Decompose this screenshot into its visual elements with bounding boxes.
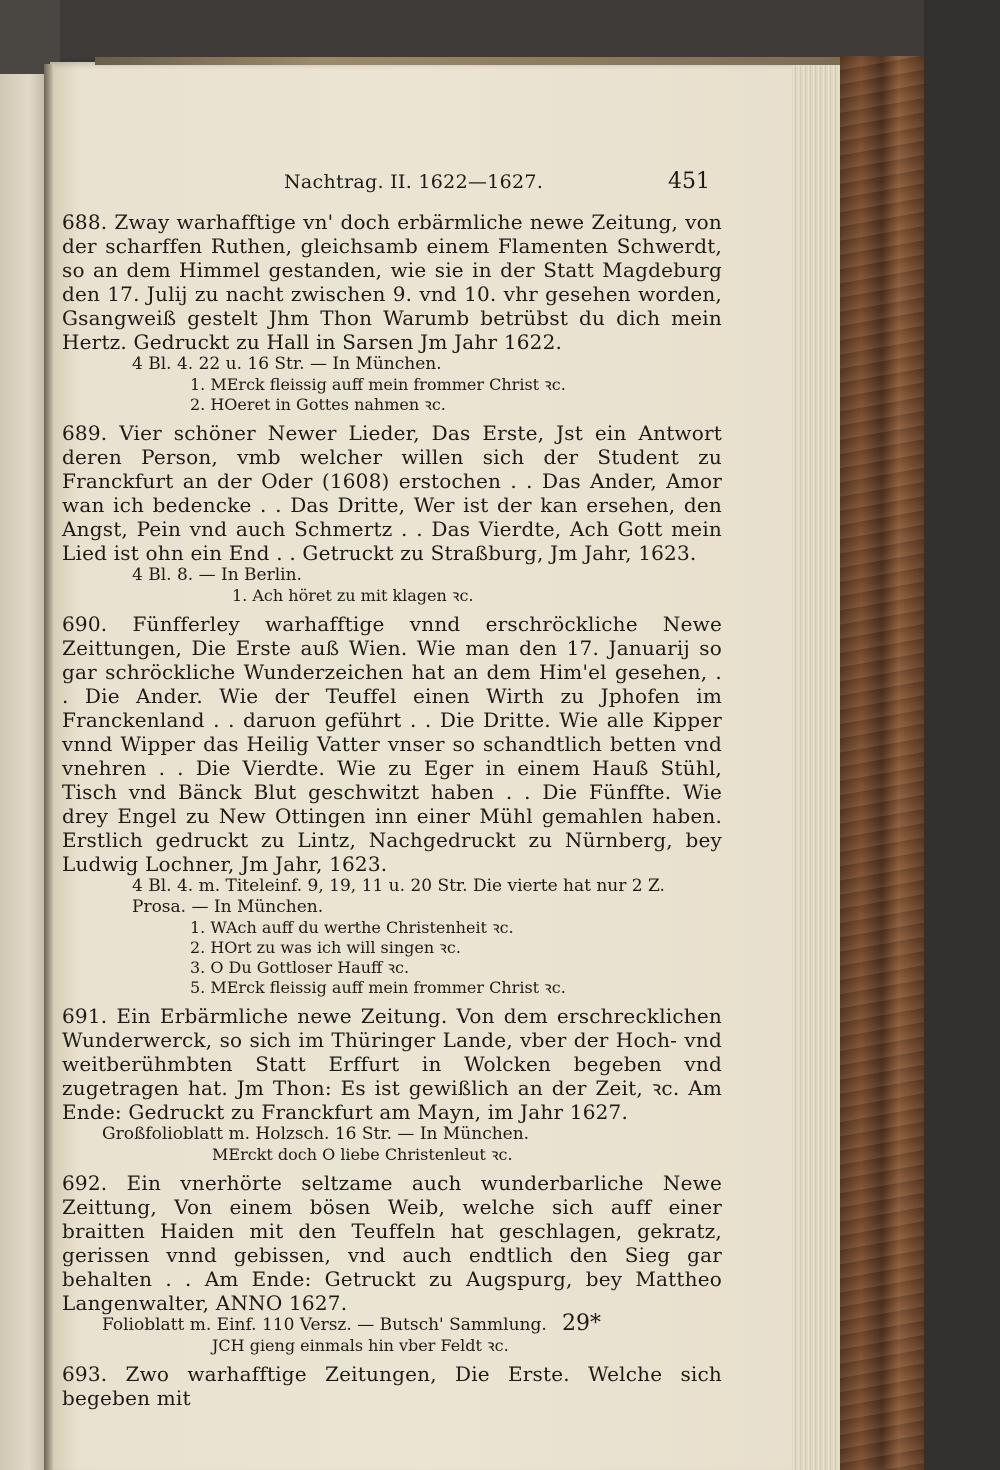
entry-meta: Großfolioblatt m. Holzsch. 16 Str. — In München.: [102, 1124, 530, 1144]
signature-mark: 29*: [562, 1311, 601, 1336]
entry-meta: 4 Bl. 4. m. Titeleinf. 9, 19, 11 u. 20 Str. Die vierte hat nur 2 Z. Prosa. — In München.: [132, 876, 665, 917]
incipit-line: 2. HOeret in Gottes nahmen ꝛc.: [190, 395, 446, 414]
incipit-line: 1. MErck fleissig auff mein frommer Christ ꝛc.: [190, 375, 566, 394]
entry-body: Fünfferley warhafftige vnnd erschröckliche Newe Zeittungen, Die Erste auß Wien. Wie man den 17. Januarij so gar schröckliche Wunderzeichen hat an dem Him'el gesehen, . . Die Ander. Wie der Teuffel einen Wirth zu Jphofen im Franckenland . . daruon geführt . . Die Dritte. Wie alle Kipper vnnd Wipper das Heilig Vatter vnser so schandtlich betten vnd vnehren . . Die Vierdte. Wie zu Eger in einem Hauß Stühl, Tisch vnd Bänck Blut geschwitzt haben . . Die Fünffte. Wie drey Engel zu New Ottingen inn einer Mühl gemahlen haben. Erstlich gedruckt zu Lintz, Nachgedruckt zu Nürnberg, bey Ludwig Lochner, Jm Jahr, 1623.: [62, 612, 723, 876]
entry-689: [62, 421, 722, 606]
incipit-line: JCH gieng einmals hin vber Feldt ꝛc.: [212, 1336, 509, 1355]
entry-text: [62, 210, 722, 354]
entry-meta: Folioblatt m. Einf. 110 Versz. — Butsch' Sammlung.: [102, 1315, 547, 1335]
entry-number: 689.: [62, 421, 108, 445]
entry-text: [62, 421, 722, 565]
entry-number: 693.: [62, 1362, 108, 1386]
entry-692: [62, 1171, 722, 1356]
entry-meta: 4 Bl. 8. — In Berlin.: [132, 565, 302, 585]
page-stack-edges: [792, 62, 842, 1470]
entry-text: [62, 612, 722, 876]
incipit-line: MErckt doch O liebe Christenleut ꝛc.: [212, 1145, 513, 1164]
page-top-strip: [95, 57, 840, 65]
entry-body: Zwo warhafftige Zeitungen, Die Erste. Welche sich begeben mit: [62, 1362, 722, 1410]
page-number: 451: [668, 169, 710, 194]
incipit-line: 3. O Du Gottloser Hauff ꝛc.: [190, 958, 410, 977]
entry-text: [62, 1171, 722, 1315]
entry-691: [62, 1004, 722, 1165]
entry-number: 691.: [62, 1004, 108, 1028]
incipit-line: 2. HOrt zu was ich will singen ꝛc.: [190, 938, 461, 957]
entry-body: Vier schöner Newer Lieder, Das Erste, Jst ein Antwort deren Person, vmb welcher willen sich der Student zu Franckfurt an der Oder (1608) erstochen . . Das Ander, Amor wan ich bedencke . . Das Dritte, Wer ist der kan ersehen, den Angst, Pein vnd auch Schmertz . . Das Vierdte, Ach Gott mein Lied ist ohn ein End . . Getruckt zu Straßburg, Jm Jahr, 1623.: [62, 421, 722, 565]
entry-body: Zway warhafftige vn' doch erbärmliche newe Zeitung, von der scharffen Ruthen, gleichsamb einem Flamenten Schwerdt, so an dem Himmel gestanden, wie sie in der Statt Magdeburg den 17. Julij zu nacht zwischen 9. vnd 10. vhr gesehen worden, Gsangweiß gestelt Jhm Thon Warumb betrübst du dich mein Hertz. Gedruckt zu Hall in Sarsen Jm Jahr 1622.: [62, 210, 722, 354]
entry-690: [62, 612, 722, 998]
entry-text: [62, 1362, 722, 1410]
entry-693: [62, 1362, 722, 1410]
entry-number: 690.: [62, 612, 108, 636]
previous-page-edge: [0, 74, 48, 1470]
incipit-line: 1. WAch auff du werthe Christenheit ꝛc.: [190, 918, 514, 937]
entry-body: Ein vnerhörte seltzame auch wunderbarliche Newe Zeittung, Von einem bösen Weib, welche sich auff einer braitten Haiden mit den Teuffeln hat geschlagen, gekratz, gerissen vnnd gebissen, vnd auch endtlich den Sieg gar behalten . . Am Ende: Getruckt zu Augspurg, bey Mattheo Langenwalter, ANNO 1627.: [62, 1171, 722, 1315]
entry-number: 692.: [62, 1171, 108, 1195]
book-cover-texture: [840, 56, 924, 1470]
incipit-line: 5. MErck fleissig auff mein frommer Christ ꝛc.: [190, 978, 566, 997]
entry-meta: 4 Bl. 4. 22 u. 16 Str. — In München.: [132, 354, 442, 374]
entry-688: [62, 210, 722, 415]
background-top: [0, 0, 1000, 58]
entry-text: [62, 1004, 722, 1124]
page-body: [62, 210, 722, 1416]
background-right: [924, 0, 1000, 1470]
entry-body: Ein Erbärmliche newe Zeitung. Von dem erschrecklichen Wunderwerck, so sich im Thüringer Lande, vber der Hoch- vnd weitberühmbten Statt Erffurt in Wolcken begeben vnd zugetragen hat. Jm Thon: Es ist gewißlich an der Zeit, ꝛc. Am Ende: Gedruckt zu Franckfurt am Mayn, im Jahr 1627.: [62, 1004, 722, 1124]
incipit-line: 1. Ach höret zu mit klagen ꝛc.: [232, 586, 474, 605]
book-gutter: [44, 64, 54, 1470]
entry-number: 688.: [62, 210, 108, 234]
running-head: Nachtrag. II. 1622—1627.: [284, 171, 544, 193]
page-header: [62, 170, 722, 196]
